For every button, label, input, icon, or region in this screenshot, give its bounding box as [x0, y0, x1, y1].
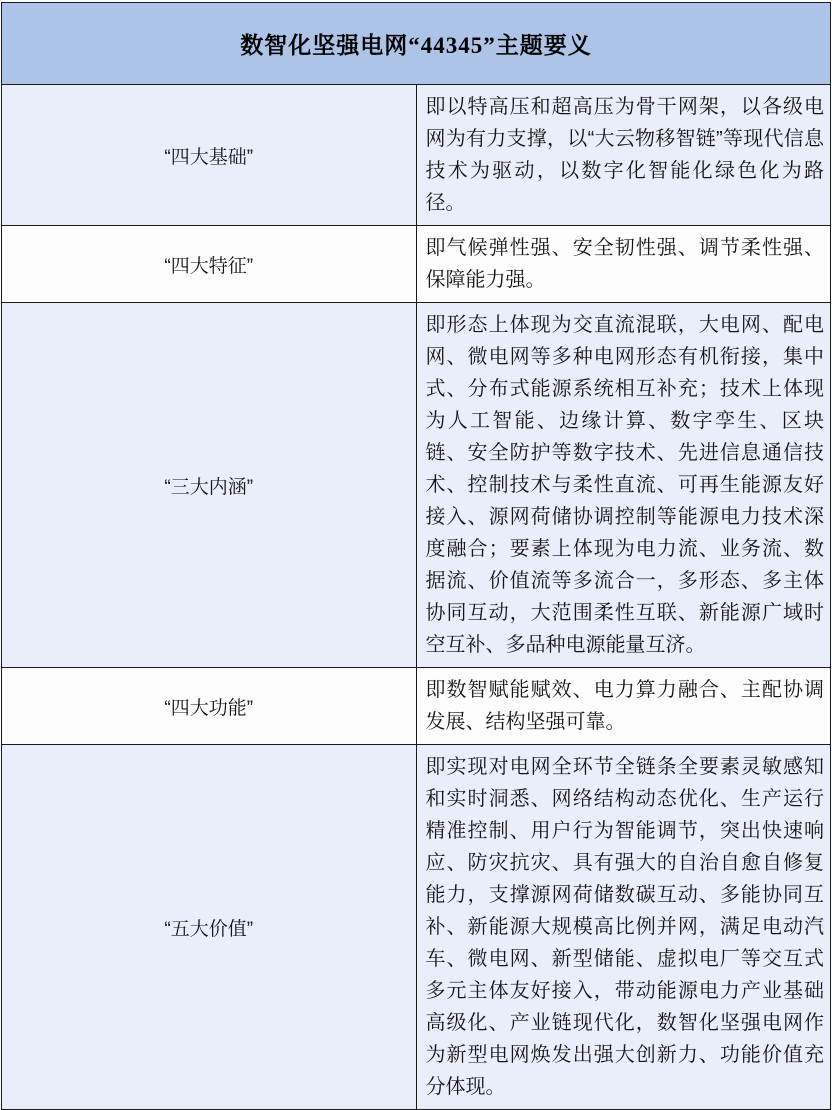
row-content-three-connotations: 即形态上体现为交直流混联，大电网、配电网、微电网等多种电网形态有机衔接，集中式、分布式能源系统相互补充；技术上体现为人工智能、边缘计算、数字孪生、区块链、安全防护等数字技术、先进信息通信技术、控制技术与柔性直流、可再生能源友好接入、源网荷储协调控制等能源电力技术深度融合；要素上体现为电力流、业务流、数据流、价值流等多流合一，多形态、多主体协同互动，大范围柔性互联、新能源广域时空互补、多品种电源能量互济。 — [416, 303, 831, 668]
table-row — [2, 303, 831, 668]
table-row — [2, 668, 831, 745]
table-title: 数智化坚强电网“44345”主题要义 — [2, 3, 831, 85]
table-header-row — [2, 3, 831, 85]
row-content-five-values: 即实现对电网全环节全链条全要素灵敏感知和实时洞悉、网络结构动态优化、生产运行精准控制、用户行为智能调节，突出快速响应、防灾抗灾、具有强大的自治自愈自修复能力，支撑源网荷储数碳互动、多能协同互补、新能源大规模高比例并网，满足电动汽车、微电网、新型储能、虚拟电厂等交互式多元主体友好接入，带动能源电力产业基础高级化、产业链现代化，数智化坚强电网作为新型电网焕发出强大创新力、功能价值充分体现。 — [416, 745, 831, 1110]
row-label-four-characteristics: “四大特征” — [2, 226, 417, 303]
row-content-four-characteristics: 即气候弹性强、安全韧性强、调节柔性强、保障能力强。 — [416, 226, 831, 303]
row-label-three-connotations: “三大内涵” — [2, 303, 417, 668]
theme-summary-table — [1, 2, 831, 1110]
row-label-five-values: “五大价值” — [2, 745, 417, 1110]
row-label-four-functions: “四大功能” — [2, 668, 417, 745]
row-content-four-foundations: 即以特高压和超高压为骨干网架，以各级电网为有力支撑，以“大云物移智链”等现代信息技术为驱动，以数字化智能化绿色化为路径。 — [416, 85, 831, 226]
row-label-four-foundations: “四大基础” — [2, 85, 417, 226]
row-content-four-functions: 即数智赋能赋效、电力算力融合、主配协调发展、结构坚强可靠。 — [416, 668, 831, 745]
table-row — [2, 745, 831, 1110]
table-row — [2, 85, 831, 226]
table-row — [2, 226, 831, 303]
